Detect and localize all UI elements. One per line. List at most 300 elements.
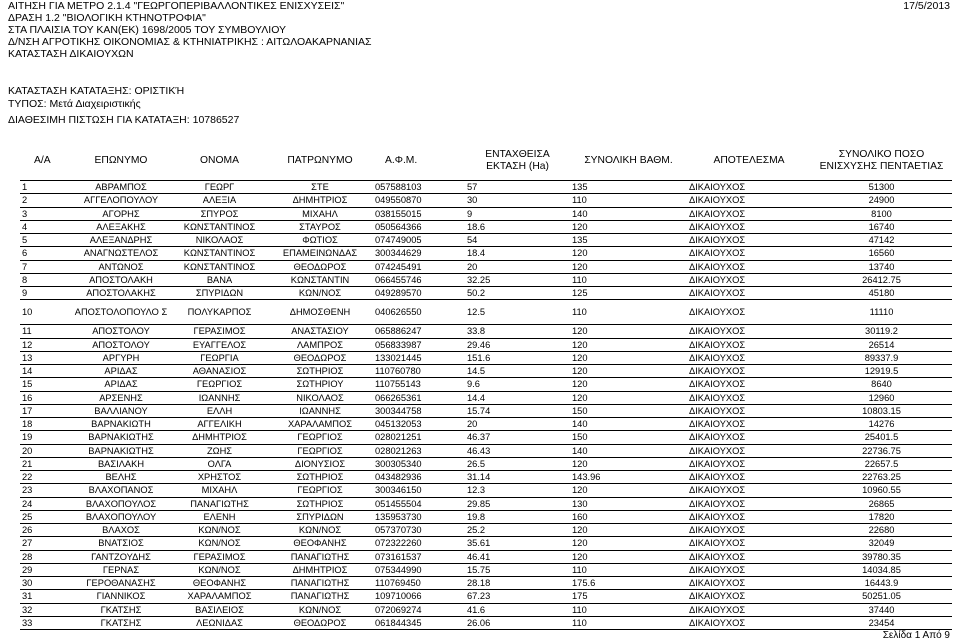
cell-result: ΔΙΚΑΙΟΥΧΟΣ xyxy=(687,181,811,194)
cell-afm: 300344758 xyxy=(373,404,465,417)
cell-name: ΛΕΩΝΙΔΑΣ xyxy=(172,616,267,629)
cell-afm: 075344990 xyxy=(373,563,465,576)
cell-amount: 23454 xyxy=(811,616,952,629)
cell-score: 120 xyxy=(570,365,687,378)
cell-result: ΔΙΚΑΙΟΥΧΟΣ xyxy=(687,590,811,603)
cell-aa: 22 xyxy=(20,471,70,484)
cell-result: ΔΙΚΑΙΟΥΧΟΣ xyxy=(687,207,811,220)
cell-name: ΒΑΝΑ xyxy=(172,273,267,286)
cell-afm: 043482936 xyxy=(373,471,465,484)
cell-aa: 7 xyxy=(20,260,70,273)
table-row xyxy=(20,365,952,378)
cell-amount: 11110 xyxy=(811,300,952,325)
cell-afm: 050564366 xyxy=(373,220,465,233)
cell-name: ΚΩΝΣΤΑΝΤΙΝΟΣ xyxy=(172,247,267,260)
cell-amount: 22680 xyxy=(811,524,952,537)
table-row xyxy=(20,431,952,444)
cell-afm: 300305340 xyxy=(373,457,465,470)
table-row xyxy=(20,207,952,220)
cell-result: ΔΙΚΑΙΟΥΧΟΣ xyxy=(687,194,811,207)
cell-aa: 12 xyxy=(20,338,70,351)
table-row xyxy=(20,391,952,404)
cell-name: ΚΩΝ/ΝΟΣ xyxy=(172,563,267,576)
cell-score: 110 xyxy=(570,616,687,629)
table-row xyxy=(20,260,952,273)
cell-amount: 51300 xyxy=(811,181,952,194)
cell-name: ΓΕΡΑΣΙΜΟΣ xyxy=(172,550,267,563)
cell-surname: ΓΚΑΤΣΗΣ xyxy=(70,616,172,629)
cell-area: 50.2 xyxy=(465,287,570,300)
col-header-aa: Α/Α xyxy=(20,141,70,181)
cell-amount: 14276 xyxy=(811,418,952,431)
cell-amount: 32049 xyxy=(811,537,952,550)
cell-surname: ΓΕΡΟΘΑΝΑΣΗΣ xyxy=(70,577,172,590)
cell-surname: ΑΠΟΣΤΟΛΑΚΗ xyxy=(70,273,172,286)
cell-amount: 16443.9 xyxy=(811,577,952,590)
report-date: 17/5/2013 xyxy=(903,0,950,12)
cell-father: ΓΕΩΡΓΙΟΣ xyxy=(267,444,373,457)
cell-afm: 109710066 xyxy=(373,590,465,603)
cell-area: 19.8 xyxy=(465,510,570,523)
cell-score: 120 xyxy=(570,260,687,273)
table-header-row xyxy=(20,141,952,181)
cell-amount: 89337.9 xyxy=(811,351,952,364)
action-title: ΔΡΑΣΗ 1.2 "ΒΙΟΛΟΓΙΚΗ ΚΤΗΝΟΤΡΟΦΙΑ" xyxy=(8,12,206,24)
cell-aa: 26 xyxy=(20,524,70,537)
cell-aa: 20 xyxy=(20,444,70,457)
cell-afm: 028021263 xyxy=(373,444,465,457)
cell-result: ΔΙΚΑΙΟΥΧΟΣ xyxy=(687,287,811,300)
cell-father: ΘΕΟΔΩΡΟΣ xyxy=(267,351,373,364)
cell-score: 140 xyxy=(570,418,687,431)
table-row xyxy=(20,497,952,510)
col-header-surname: ΕΠΩΝΥΜΟ xyxy=(70,141,172,181)
col-header-afm: Α.Φ.Μ. xyxy=(373,141,465,181)
cell-aa: 6 xyxy=(20,247,70,260)
cell-result: ΔΙΚΑΙΟΥΧΟΣ xyxy=(687,471,811,484)
directorate-title: Δ/ΝΣΗ ΑΓΡΟΤΙΚΗΣ ΟΙΚΟΝΟΜΙΑΣ & ΚΤΗΝΙΑΤΡΙΚΗΣ : ΑΙΤΩΛΟΑΚΑΡΝΑΝΙΑΣ xyxy=(8,36,372,48)
cell-afm: 073161537 xyxy=(373,550,465,563)
cell-result: ΔΙΚΑΙΟΥΧΟΣ xyxy=(687,220,811,233)
col-header-area: ΕΝΤΑΧΘΕΙΣΑ ΕΚΤΑΣΗ (Ha) xyxy=(465,141,570,181)
cell-result: ΔΙΚΑΙΟΥΧΟΣ xyxy=(687,603,811,616)
cell-result: ΔΙΚΑΙΟΥΧΟΣ xyxy=(687,351,811,364)
cell-father: ΝΙΚΟΛΑΟΣ xyxy=(267,391,373,404)
cell-surname: ΒΛΑΧΟΣ xyxy=(70,524,172,537)
cell-area: 14.5 xyxy=(465,365,570,378)
cell-area: 12.5 xyxy=(465,300,570,325)
cell-afm: 038155015 xyxy=(373,207,465,220)
cell-result: ΔΙΚΑΙΟΥΧΟΣ xyxy=(687,378,811,391)
cell-aa: 17 xyxy=(20,404,70,417)
table-row xyxy=(20,378,952,391)
cell-afm: 110769450 xyxy=(373,577,465,590)
cell-father: ΓΕΩΡΓΙΟΣ xyxy=(267,431,373,444)
cell-aa: 19 xyxy=(20,431,70,444)
cell-score: 140 xyxy=(570,207,687,220)
cell-score: 110 xyxy=(570,300,687,325)
cell-surname: ΑΡΓΥΡΗ xyxy=(70,351,172,364)
cell-score: 120 xyxy=(570,325,687,338)
cell-name: ΘΕΟΦΑΝΗΣ xyxy=(172,577,267,590)
cell-surname: ΑΠΟΣΤΟΛΟΥ xyxy=(70,325,172,338)
cell-amount: 8640 xyxy=(811,378,952,391)
cell-score: 120 xyxy=(570,247,687,260)
cell-name: ΑΘΑΝΑΣΙΟΣ xyxy=(172,365,267,378)
cell-score: 110 xyxy=(570,563,687,576)
cell-surname: ΑΠΟΣΤΟΛΟΥ xyxy=(70,338,172,351)
cell-afm: 066265361 xyxy=(373,391,465,404)
cell-name: ΙΩΑΝΝΗΣ xyxy=(172,391,267,404)
cell-afm: 300344629 xyxy=(373,247,465,260)
cell-result: ΔΙΚΑΙΟΥΧΟΣ xyxy=(687,457,811,470)
table-row xyxy=(20,550,952,563)
cell-father: ΘΕΟΦΑΝΗΣ xyxy=(267,537,373,550)
list-title: ΚΑΤΑΣΤΑΣΗ ΔΙΚΑΙΟΥΧΩΝ xyxy=(8,48,134,60)
cell-surname: ΒΝΑΤΣΙΟΣ xyxy=(70,537,172,550)
cell-amount: 24900 xyxy=(811,194,952,207)
table-row xyxy=(20,300,952,325)
cell-score: 120 xyxy=(570,391,687,404)
beneficiaries-table xyxy=(20,141,952,630)
cell-aa: 2 xyxy=(20,194,70,207)
cell-area: 33.8 xyxy=(465,325,570,338)
table-row xyxy=(20,418,952,431)
cell-father: ΠΑΝΑΓΙΩΤΗΣ xyxy=(267,577,373,590)
cell-result: ΔΙΚΑΙΟΥΧΟΣ xyxy=(687,444,811,457)
cell-area: 18.6 xyxy=(465,220,570,233)
cell-score: 120 xyxy=(570,457,687,470)
cell-surname: ΑΓΓΕΛΟΠΟΥΛΟΥ xyxy=(70,194,172,207)
cell-amount: 14034.85 xyxy=(811,563,952,576)
cell-father: ΣΤΑΥΡΟΣ xyxy=(267,220,373,233)
cell-amount: 10960.55 xyxy=(811,484,952,497)
cell-area: 15.74 xyxy=(465,404,570,417)
cell-amount: 37440 xyxy=(811,603,952,616)
cell-name: ΓΕΩΡΓΙΑ xyxy=(172,351,267,364)
cell-result: ΔΙΚΑΙΟΥΧΟΣ xyxy=(687,391,811,404)
cell-surname: ΓΙΑΝΝΙΚΟΣ xyxy=(70,590,172,603)
cell-score: 130 xyxy=(570,497,687,510)
cell-area: 15.75 xyxy=(465,563,570,576)
cell-afm: 049289570 xyxy=(373,287,465,300)
cell-father: ΣΠΥΡΙΔΩΝ xyxy=(267,510,373,523)
cell-area: 46.43 xyxy=(465,444,570,457)
cell-score: 120 xyxy=(570,537,687,550)
cell-afm: 065886247 xyxy=(373,325,465,338)
cell-score: 150 xyxy=(570,431,687,444)
table-row xyxy=(20,404,952,417)
cell-result: ΔΙΚΑΙΟΥΧΟΣ xyxy=(687,431,811,444)
cell-name: ΔΗΜΗΤΡΙΟΣ xyxy=(172,431,267,444)
cell-aa: 30 xyxy=(20,577,70,590)
cell-afm: 066455746 xyxy=(373,273,465,286)
cell-name: ΑΓΓΕΛΙΚΗ xyxy=(172,418,267,431)
cell-name: ΖΩΗΣ xyxy=(172,444,267,457)
cell-surname: ΒΑΡΝΑΚΙΩΤΗ xyxy=(70,418,172,431)
cell-score: 135 xyxy=(570,181,687,194)
cell-father: ΓΕΩΡΓΙΟΣ xyxy=(267,484,373,497)
cell-father: ΑΝΑΣΤΑΣΙΟΥ xyxy=(267,325,373,338)
cell-score: 150 xyxy=(570,404,687,417)
cell-area: 151.6 xyxy=(465,351,570,364)
cell-afm: 051455504 xyxy=(373,497,465,510)
table-row xyxy=(20,351,952,364)
cell-name: ΓΕΩΡΓ xyxy=(172,181,267,194)
cell-surname: ΒΑΡΝΑΚΙΩΤΗΣ xyxy=(70,444,172,457)
table-row xyxy=(20,181,952,194)
cell-father: ΔΗΜΗΤΡΙΟΣ xyxy=(267,194,373,207)
cell-surname: ΑΝΤΩΝΟΣ xyxy=(70,260,172,273)
cell-aa: 28 xyxy=(20,550,70,563)
cell-score: 135 xyxy=(570,234,687,247)
cell-result: ΔΙΚΑΙΟΥΧΟΣ xyxy=(687,537,811,550)
cell-aa: 15 xyxy=(20,378,70,391)
cell-father: ΘΕΟΔΩΡΟΣ xyxy=(267,260,373,273)
cell-father: ΣΩΤΗΡΙΟΥ xyxy=(267,378,373,391)
table-row xyxy=(20,220,952,233)
cell-father: ΕΠΑΜΕΙΝΩΝΔΑΣ xyxy=(267,247,373,260)
cell-area: 18.4 xyxy=(465,247,570,260)
page-number: Σελίδα 1 Από 9 xyxy=(882,630,950,641)
cell-father: ΣΤΕ xyxy=(267,181,373,194)
cell-name: ΓΕΡΑΣΙΜΟΣ xyxy=(172,325,267,338)
cell-amount: 16560 xyxy=(811,247,952,260)
cell-result: ΔΙΚΑΙΟΥΧΟΣ xyxy=(687,300,811,325)
cell-result: ΔΙΚΑΙΟΥΧΟΣ xyxy=(687,550,811,563)
cell-amount: 22657.5 xyxy=(811,457,952,470)
cell-father: ΣΩΤΗΡΙΟΣ xyxy=(267,365,373,378)
table-row xyxy=(20,234,952,247)
cell-surname: ΒΑΣΙΛΑΚΗ xyxy=(70,457,172,470)
cell-amount: 26865 xyxy=(811,497,952,510)
cell-aa: 29 xyxy=(20,563,70,576)
table-row xyxy=(20,484,952,497)
framework-title: ΣΤΑ ΠΛΑΙΣΙΑ ΤΟΥ ΚΑΝ(ΕΚ) 1698/2005 ΤΟΥ ΣΥΜΒΟΥΛΙΟΥ xyxy=(8,24,287,36)
cell-score: 120 xyxy=(570,351,687,364)
table-row xyxy=(20,325,952,338)
cell-amount: 26412.75 xyxy=(811,273,952,286)
cell-surname: ΒΛΑΧΟΠΟΥΛΟΣ xyxy=(70,497,172,510)
cell-area: 41.6 xyxy=(465,603,570,616)
cell-area: 31.14 xyxy=(465,471,570,484)
cell-amount: 26514 xyxy=(811,338,952,351)
cell-surname: ΑΠΟΣΤΟΛΟΠΟΥΛΟ Σ xyxy=(70,300,172,325)
cell-amount: 16740 xyxy=(811,220,952,233)
ranking-status: ΚΑΤΑΣΤΑΣΗ ΚΑΤΑΤΑΞΗΣ: ΟΡΙΣΤΙΚΉ xyxy=(8,85,185,97)
table-row xyxy=(20,273,952,286)
cell-score: 160 xyxy=(570,510,687,523)
cell-area: 9 xyxy=(465,207,570,220)
cell-area: 35.61 xyxy=(465,537,570,550)
cell-area: 46.41 xyxy=(465,550,570,563)
cell-result: ΔΙΚΑΙΟΥΧΟΣ xyxy=(687,577,811,590)
cell-aa: 23 xyxy=(20,484,70,497)
cell-result: ΔΙΚΑΙΟΥΧΟΣ xyxy=(687,497,811,510)
cell-name: ΕΛΛΗ xyxy=(172,404,267,417)
table-row xyxy=(20,616,952,629)
cell-afm: 074749005 xyxy=(373,234,465,247)
cell-result: ΔΙΚΑΙΟΥΧΟΣ xyxy=(687,325,811,338)
cell-area: 25.2 xyxy=(465,524,570,537)
cell-surname: ΓΑΝΤΖΟΥΔΗΣ xyxy=(70,550,172,563)
cell-afm: 056833987 xyxy=(373,338,465,351)
cell-name: ΑΛΕΞΙΑ xyxy=(172,194,267,207)
cell-aa: 3 xyxy=(20,207,70,220)
cell-father: ΚΩΝ/ΝΟΣ xyxy=(267,603,373,616)
cell-afm: 110755143 xyxy=(373,378,465,391)
cell-score: 125 xyxy=(570,287,687,300)
cell-father: ΣΩΤΗΡΙΟΣ xyxy=(267,471,373,484)
cell-result: ΔΙΚΑΙΟΥΧΟΣ xyxy=(687,510,811,523)
cell-result: ΔΙΚΑΙΟΥΧΟΣ xyxy=(687,563,811,576)
cell-area: 29.46 xyxy=(465,338,570,351)
cell-afm: 135953730 xyxy=(373,510,465,523)
col-header-score: ΣΥΝΟΛΙΚΗ ΒΑΘΜ. xyxy=(570,141,687,181)
cell-score: 120 xyxy=(570,524,687,537)
cell-name: ΓΕΩΡΓΙΟΣ xyxy=(172,378,267,391)
cell-amount: 17820 xyxy=(811,510,952,523)
cell-surname: ΑΡΣΕΝΗΣ xyxy=(70,391,172,404)
cell-surname: ΑΡΙΔΑΣ xyxy=(70,365,172,378)
cell-aa: 5 xyxy=(20,234,70,247)
cell-aa: 31 xyxy=(20,590,70,603)
cell-afm: 074245491 xyxy=(373,260,465,273)
cell-score: 120 xyxy=(570,220,687,233)
cell-name: ΕΥΑΓΓΕΛΟΣ xyxy=(172,338,267,351)
cell-surname: ΑΓΟΡΗΣ xyxy=(70,207,172,220)
cell-surname: ΑΒΡΑΜΠΟΣ xyxy=(70,181,172,194)
cell-amount: 39780.35 xyxy=(811,550,952,563)
cell-afm: 072069274 xyxy=(373,603,465,616)
cell-surname: ΑΝΑΓΝΩΣΤΕΛΟΣ xyxy=(70,247,172,260)
cell-father: ΚΩΝΣΤΑΝΤΙΝ xyxy=(267,273,373,286)
cell-name: ΣΠΥΡΟΣ xyxy=(172,207,267,220)
cell-surname: ΓΚΑΤΣΗΣ xyxy=(70,603,172,616)
cell-aa: 8 xyxy=(20,273,70,286)
table-row xyxy=(20,590,952,603)
cell-area: 20 xyxy=(465,418,570,431)
cell-amount: 13740 xyxy=(811,260,952,273)
cell-aa: 32 xyxy=(20,603,70,616)
cell-father: ΙΩΑΝΝΗΣ xyxy=(267,404,373,417)
table-row xyxy=(20,287,952,300)
cell-area: 12.3 xyxy=(465,484,570,497)
cell-result: ΔΙΚΑΙΟΥΧΟΣ xyxy=(687,418,811,431)
cell-amount: 30119.2 xyxy=(811,325,952,338)
col-header-result: ΑΠΟΤΕΛΕΣΜΑ xyxy=(687,141,811,181)
table-row xyxy=(20,338,952,351)
cell-area: 46.37 xyxy=(465,431,570,444)
cell-aa: 14 xyxy=(20,365,70,378)
document-title: ΑΙΤΗΣΗ ΓΙΑ ΜΕΤΡΟ 2.1.4 "ΓΕΩΡΓΟΠΕΡΙΒΑΛΛΟΝΤΙΚΕΣ ΕΝΙΣΧΥΣΕΙΣ" xyxy=(8,0,345,12)
cell-score: 110 xyxy=(570,603,687,616)
table-body xyxy=(20,181,952,630)
cell-father: ΔΙΟΝΥΣΙΟΣ xyxy=(267,457,373,470)
cell-result: ΔΙΚΑΙΟΥΧΟΣ xyxy=(687,247,811,260)
cell-area: 32.25 xyxy=(465,273,570,286)
cell-amount: 12960 xyxy=(811,391,952,404)
cell-afm: 133021445 xyxy=(373,351,465,364)
cell-surname: ΒΑΛΛΙΑΝΟΥ xyxy=(70,404,172,417)
cell-name: ΕΛΕΝΗ xyxy=(172,510,267,523)
cell-score: 120 xyxy=(570,338,687,351)
cell-name: ΚΩΝ/ΝΟΣ xyxy=(172,524,267,537)
cell-surname: ΓΕΡΝΑΣ xyxy=(70,563,172,576)
cell-area: 28.18 xyxy=(465,577,570,590)
table-row xyxy=(20,471,952,484)
cell-result: ΔΙΚΑΙΟΥΧΟΣ xyxy=(687,338,811,351)
table-row xyxy=(20,194,952,207)
cell-father: ΔΗΜΟΣΘΕΝΗ xyxy=(267,300,373,325)
cell-name: ΟΛΓΑ xyxy=(172,457,267,470)
table-row xyxy=(20,563,952,576)
cell-amount: 22763.25 xyxy=(811,471,952,484)
col-header-father: ΠΑΤΡΩΝΥΜΟ xyxy=(267,141,373,181)
cell-father: ΣΩΤΗΡΙΟΣ xyxy=(267,497,373,510)
cell-area: 54 xyxy=(465,234,570,247)
table-row xyxy=(20,510,952,523)
table-row xyxy=(20,444,952,457)
table-row xyxy=(20,537,952,550)
cell-result: ΔΙΚΑΙΟΥΧΟΣ xyxy=(687,404,811,417)
cell-score: 120 xyxy=(570,550,687,563)
cell-score: 175.6 xyxy=(570,577,687,590)
cell-result: ΔΙΚΑΙΟΥΧΟΣ xyxy=(687,234,811,247)
cell-name: ΚΩΝΣΤΑΝΤΙΝΟΣ xyxy=(172,220,267,233)
cell-name: ΚΩΝΣΤΑΝΤΙΝΟΣ xyxy=(172,260,267,273)
cell-score: 175 xyxy=(570,590,687,603)
cell-name: ΠΑΝΑΓΙΩΤΗΣ xyxy=(172,497,267,510)
cell-name: ΜΙΧΑΗΛ xyxy=(172,484,267,497)
cell-name: ΠΟΛΥΚΑΡΠΟΣ xyxy=(172,300,267,325)
cell-aa: 25 xyxy=(20,510,70,523)
cell-amount: 47142 xyxy=(811,234,952,247)
cell-result: ΔΙΚΑΙΟΥΧΟΣ xyxy=(687,365,811,378)
cell-afm: 040626550 xyxy=(373,300,465,325)
cell-father: ΠΑΝΑΓΙΩΤΗΣ xyxy=(267,590,373,603)
cell-surname: ΒΕΛΗΣ xyxy=(70,471,172,484)
cell-area: 26.5 xyxy=(465,457,570,470)
cell-area: 20 xyxy=(465,260,570,273)
cell-amount: 10803.15 xyxy=(811,404,952,417)
cell-surname: ΒΛΑΧΟΠΑΝΟΣ xyxy=(70,484,172,497)
cell-afm: 049550870 xyxy=(373,194,465,207)
cell-area: 67.23 xyxy=(465,590,570,603)
cell-score: 110 xyxy=(570,194,687,207)
cell-area: 9.6 xyxy=(465,378,570,391)
cell-score: 143.96 xyxy=(570,471,687,484)
cell-afm: 028021251 xyxy=(373,431,465,444)
cell-afm: 110760780 xyxy=(373,365,465,378)
cell-area: 14.4 xyxy=(465,391,570,404)
cell-surname: ΑΠΟΣΤΟΛΑΚΗΣ xyxy=(70,287,172,300)
cell-result: ΔΙΚΑΙΟΥΧΟΣ xyxy=(687,273,811,286)
cell-aa: 18 xyxy=(20,418,70,431)
cell-father: ΛΑΜΠΡΟΣ xyxy=(267,338,373,351)
table-row xyxy=(20,603,952,616)
table-row xyxy=(20,524,952,537)
cell-father: ΜΙΧΑΗΛ xyxy=(267,207,373,220)
table-row xyxy=(20,457,952,470)
cell-father: ΚΩΝ/ΝΟΣ xyxy=(267,524,373,537)
col-header-name: ΟΝΟΜΑ xyxy=(172,141,267,181)
cell-afm: 057370730 xyxy=(373,524,465,537)
cell-afm: 061844345 xyxy=(373,616,465,629)
cell-score: 120 xyxy=(570,378,687,391)
cell-amount: 25401.5 xyxy=(811,431,952,444)
cell-aa: 21 xyxy=(20,457,70,470)
